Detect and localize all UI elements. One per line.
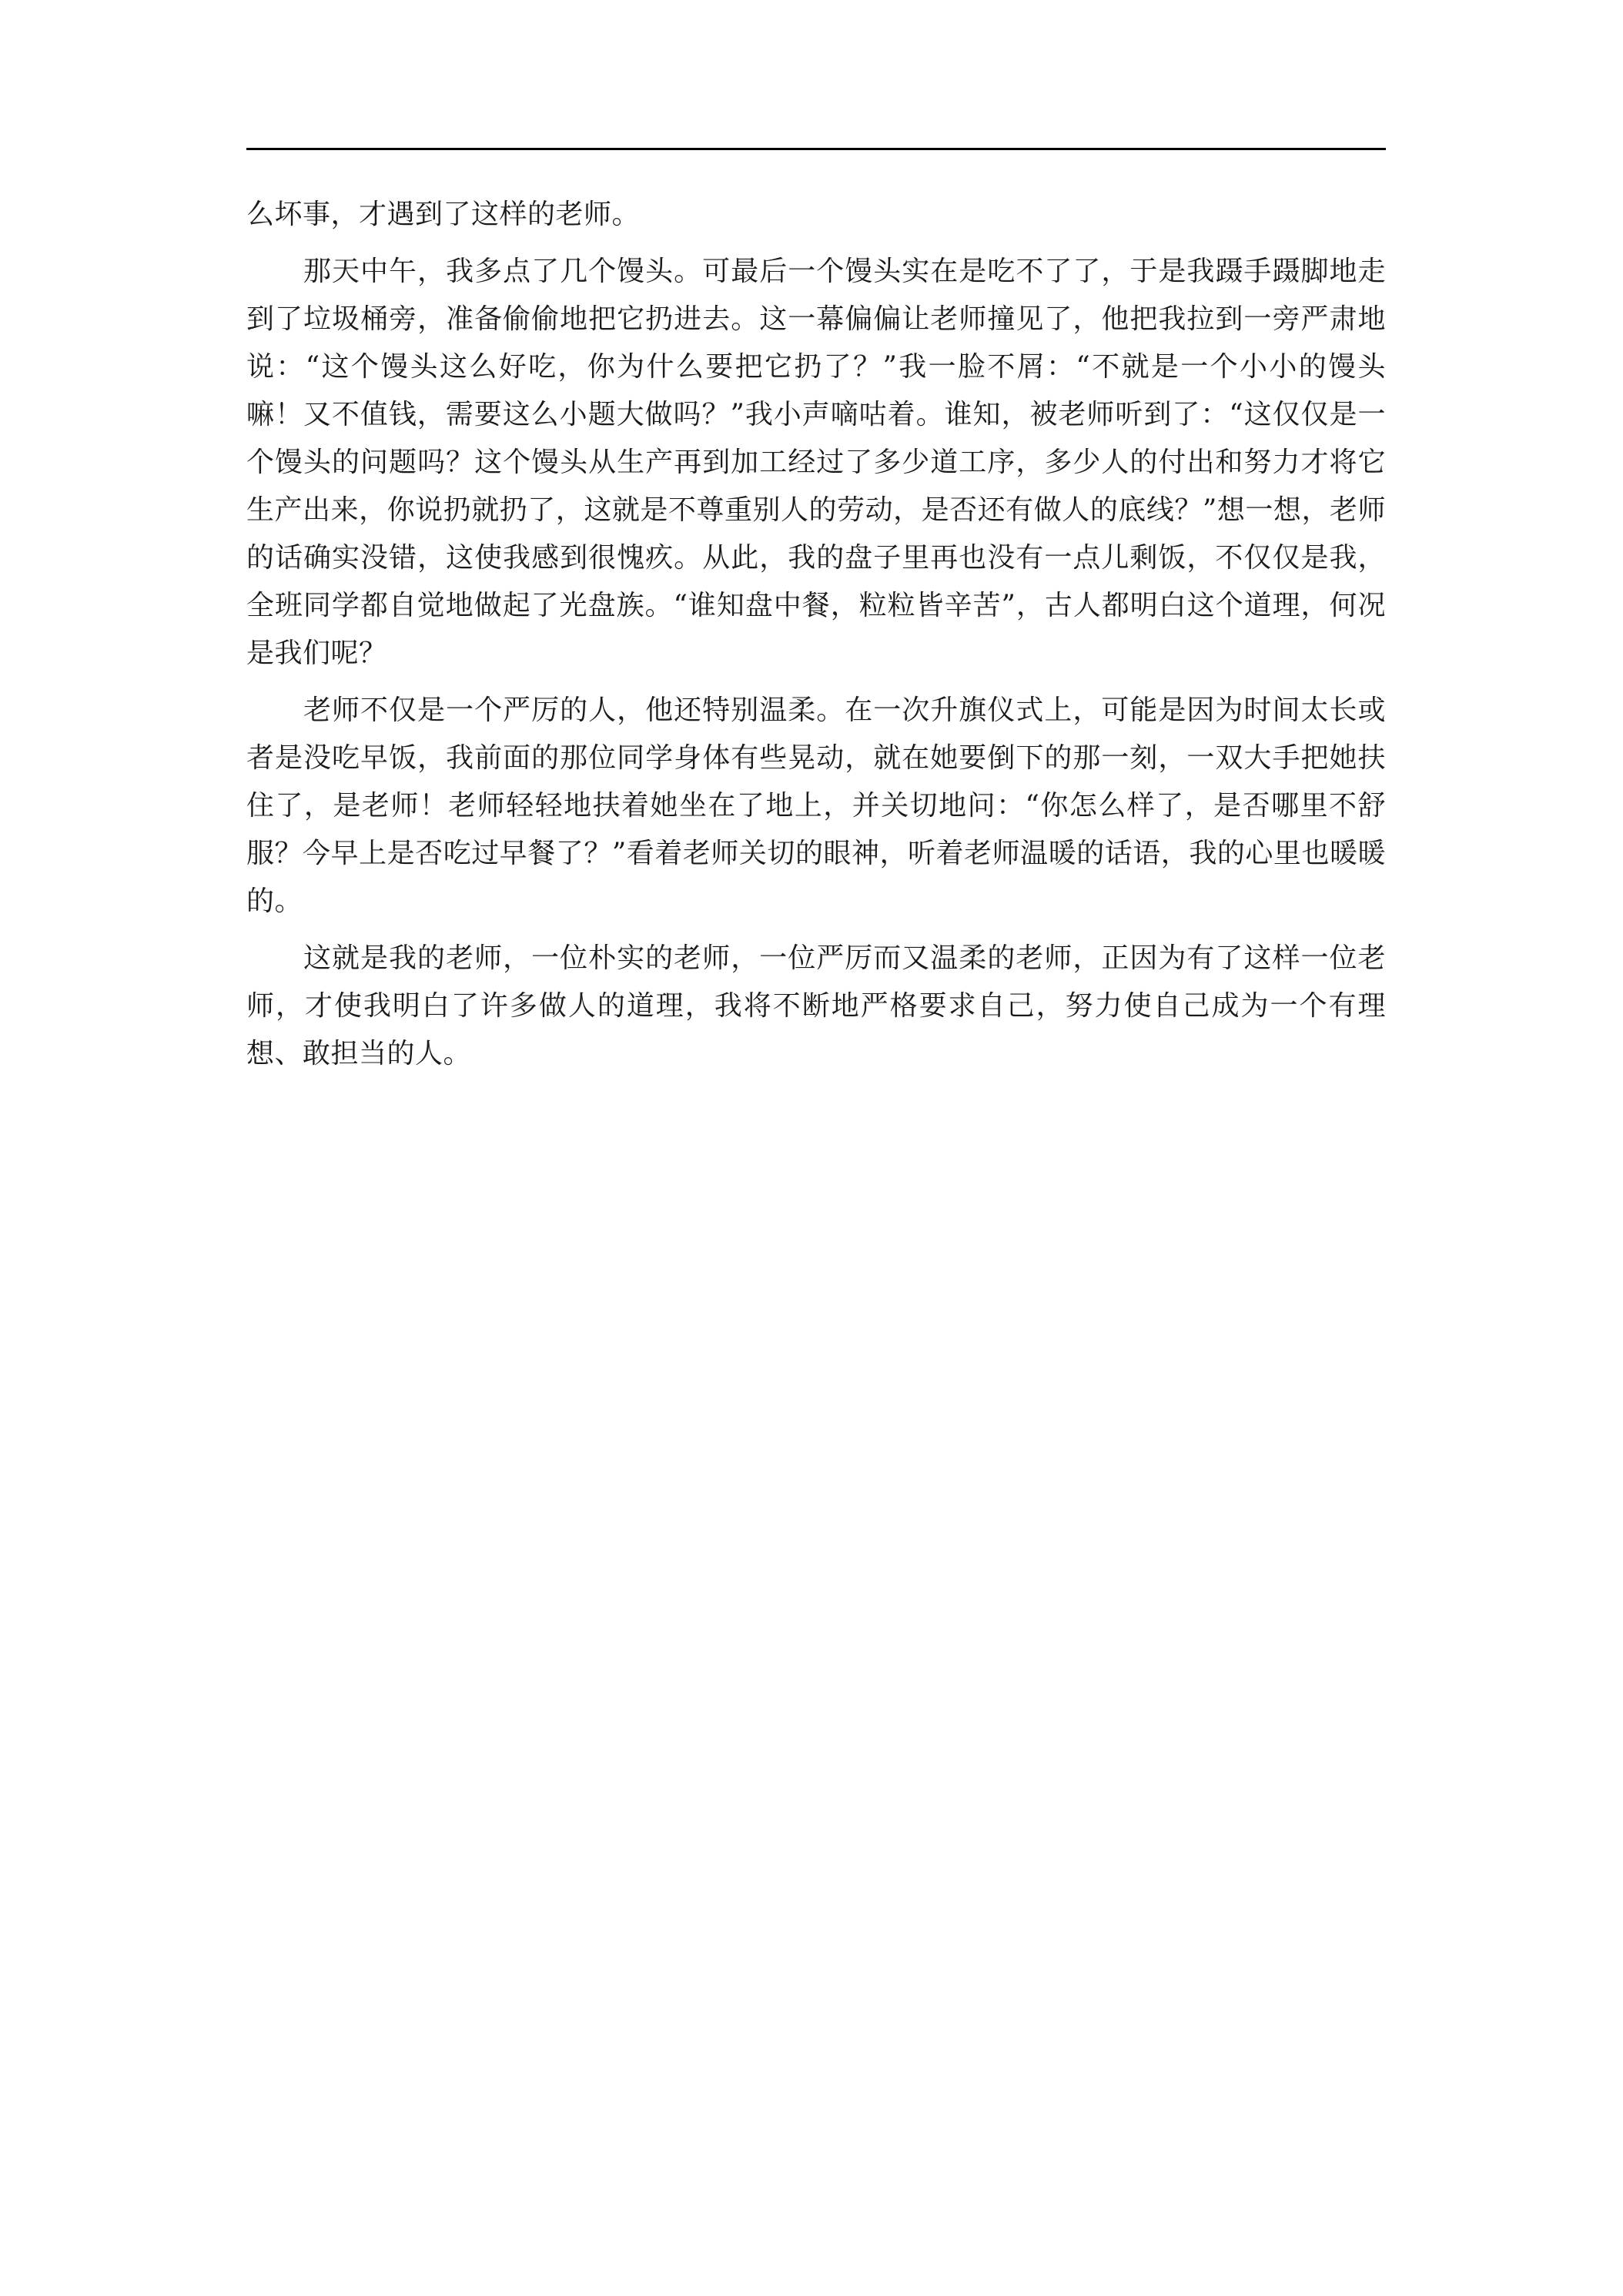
essay-body xyxy=(246,191,1386,1078)
paragraph-flag-ceremony: 老师不仅是一个严厉的人，他还特别温柔。在一次升旗仪式上，可能是因为时间太长或者是没吃早饭，我前面的那位同学身体有些晃动，就在她要倒下的那一刻，一双大手把她扶住了，是老师！老师轻轻地扶着她坐在了地上，并关切地问：“你怎么样了，是否哪里不舒服？今早上是否吃过早餐了？”看着老师关切的眼神，听着老师温暖的话语，我的心里也暖暖的。 xyxy=(246,694,1386,917)
paragraph-steamed-bun: 那天中午，我多点了几个馒头。可最后一个馒头实在是吃不了了，于是我蹑手蹑脚地走到了垃圾桶旁，准备偷偷地把它扔进去。这一幕偏偏让老师撞见了，他把我拉到一旁严肃地说：“这个馒头这么好吃，你为什么要把它扔了？”我一脸不屑：“不就是一个小小的馒头嘛！又不值钱，需要这么小题大做吗？”我小声嘀咕着。谁知，被老师听到了：“这仅仅是一个馒头的问题吗？这个馒头从生产再到加工经过了多少道工序，多少人的付出和努力才将它生产出来，你说扔就扔了，这就是不尊重别人的劳动，是否还有做人的底线？”想一想，老师的话确实没错，这使我感到很愧疚。从此，我的盘子里再也没有一点儿剩饭，不仅仅是我，全班同学都自觉地做起了光盘族。“谁知盘中餐，粒粒皆辛苦”，古人都明白这个道理，何况是我们呢？ xyxy=(246,256,1386,669)
header-rule xyxy=(246,148,1386,150)
paragraph-conclusion: 这就是我的老师，一位朴实的老师，一位严厉而又温柔的老师，正因为有了这样一位老师，才使我明白了许多做人的道理，我将不断地严格要求自己，努力使自己成为一个有理想、敢担当的人。 xyxy=(246,942,1386,1069)
paragraph-continuation: 么坏事，才遇到了这样的老师。 xyxy=(246,199,641,230)
